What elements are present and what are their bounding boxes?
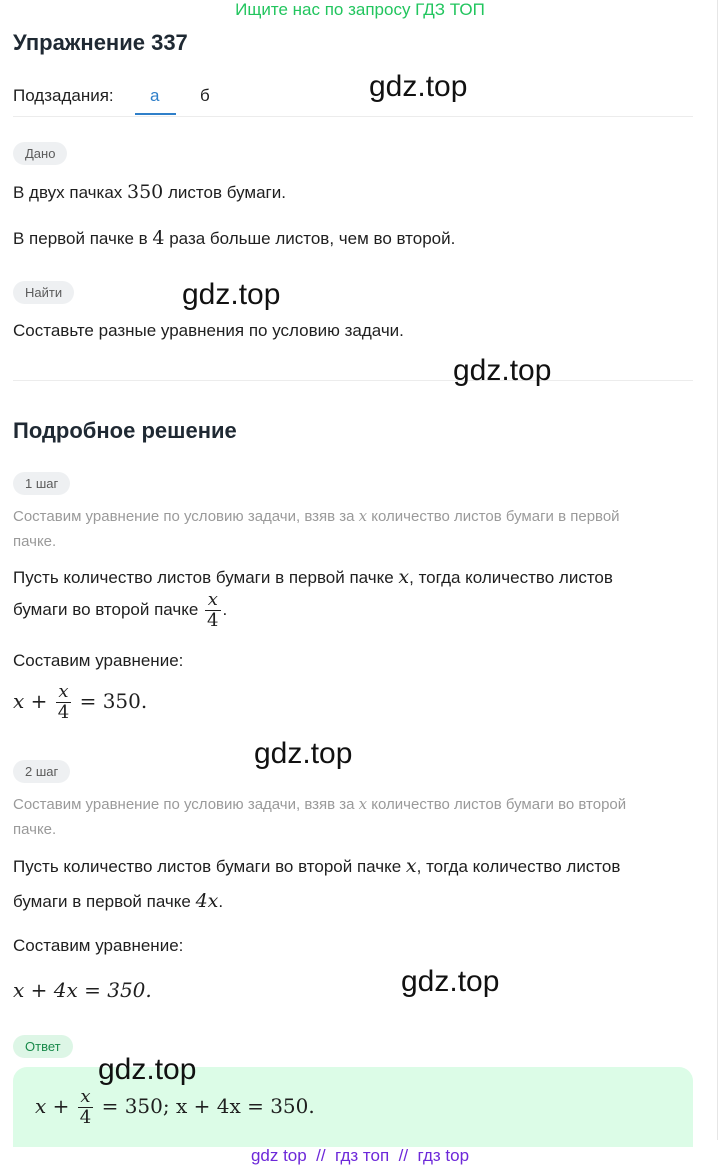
step-2-para-2-pre: бумаги в первой пачке — [13, 892, 196, 911]
step-1-fraction-denominator: 4 — [207, 610, 219, 631]
given-number-350: 350 — [127, 181, 164, 203]
step-1-para-1-post: , тогда количество листов — [409, 568, 613, 587]
answer-eq-numerator: x — [80, 1086, 91, 1107]
answer-equation — [35, 1087, 315, 1128]
step-1-eq-left: x + — [13, 688, 54, 713]
step-2-hint-post: количество листов бумаги во второй — [367, 796, 627, 813]
watermark-2: gdz.top — [182, 278, 281, 311]
given-line-1 — [13, 181, 286, 203]
search-banner: Ищите нас по запросу ГДЗ ТОП — [235, 0, 485, 19]
step-2-hint — [13, 792, 703, 842]
step-1-para-1 — [13, 566, 613, 588]
solution-heading: Подробное решение — [13, 418, 237, 443]
step-1-equation — [13, 682, 147, 723]
given-line-2 — [13, 227, 455, 249]
exercise-title: Упражнение 337 — [13, 30, 188, 55]
watermark-6: gdz.top — [98, 1053, 197, 1086]
given-line-1-pre: В двух пачках — [13, 183, 127, 202]
step-1-hint — [13, 504, 703, 554]
answer-eq-left: x + — [35, 1093, 76, 1118]
subtasks-label: Подзадания: — [13, 86, 114, 105]
step-2-chip: 2 шаг — [13, 760, 70, 783]
watermark-4: gdz.top — [254, 737, 353, 770]
step-2-para-2-math: 4x — [195, 890, 219, 912]
step-1-hint-post: количество листов бумаги в первой — [367, 508, 620, 525]
watermark-5: gdz.top — [401, 965, 500, 998]
given-line-2-pre: В первой пачке в — [13, 229, 153, 248]
right-border — [717, 0, 718, 1140]
step-1-chip: 1 шаг — [13, 472, 70, 495]
subtask-tab-a[interactable]: а — [150, 86, 160, 105]
active-tab-indicator — [135, 113, 176, 115]
step-2-make-equation: Составим уравнение: — [13, 936, 184, 955]
step-2-para-1-pre: Пусть количество листов бумаги во второй пачке — [13, 857, 406, 876]
step-1-eq-right: = 350. — [73, 688, 148, 713]
given-line-1-post: листов бумаги. — [163, 183, 286, 202]
find-text: Составьте разные уравнения по условию задачи. — [13, 321, 404, 340]
section-divider — [13, 380, 693, 381]
watermark-3: gdz.top — [453, 354, 552, 387]
step-1-hint-var: x — [358, 507, 368, 525]
step-1-para-2-pre: бумаги во второй пачке — [13, 599, 204, 619]
answer-eq-denominator: 4 — [79, 1107, 92, 1128]
step-1-para-1-var: x — [398, 566, 410, 588]
step-1-fraction-numerator: x — [207, 589, 218, 610]
step-2-hint-pre: Составим уравнение по условию задачи, взяв за — [13, 796, 359, 813]
step-2-equation: x + 4x = 350. — [13, 978, 152, 1002]
step-1-para-1-pre: Пусть количество листов бумаги в первой пачке — [13, 568, 399, 587]
given-number-4: 4 — [152, 227, 165, 249]
step-2-para-2 — [13, 890, 223, 912]
subtask-tab-b[interactable]: б — [200, 86, 210, 105]
step-1-eq-denominator: 4 — [57, 702, 70, 723]
step-2-hint-var: x — [358, 795, 368, 813]
step-1-para-2 — [13, 590, 227, 631]
step-2-hint-line-2: пачке. — [13, 821, 57, 838]
step-2-para-1-var: x — [405, 855, 417, 877]
step-1-eq-fraction — [56, 682, 71, 723]
answer-eq-fraction — [78, 1087, 93, 1128]
answer-chip: Ответ — [13, 1035, 73, 1058]
find-chip: Найти — [13, 281, 74, 304]
step-1-eq-numerator: x — [58, 681, 69, 702]
step-2-para-1-post: , тогда количество листов — [416, 857, 621, 876]
step-2-para-2-post: . — [218, 892, 224, 911]
step-1-make-equation: Составим уравнение: — [13, 651, 184, 670]
given-line-2-post: раза больше листов, чем во второй. — [164, 229, 456, 248]
step-1-fraction — [205, 590, 220, 631]
step-1-hint-pre: Составим уравнение по условию задачи, взяв за — [13, 508, 359, 525]
step-2-para-1 — [13, 855, 620, 877]
footer-links[interactable]: gdz top // гдз топ // гдз top — [250, 1146, 470, 1165]
given-chip: Дано — [13, 142, 67, 165]
step-1-hint-line-2: пачке. — [13, 533, 57, 550]
answer-eq-right: = 350; x + 4x = 350. — [95, 1093, 315, 1118]
watermark-1: gdz.top — [369, 70, 468, 103]
step-1-para-2-post: . — [222, 599, 228, 619]
tabs-divider — [13, 116, 693, 117]
